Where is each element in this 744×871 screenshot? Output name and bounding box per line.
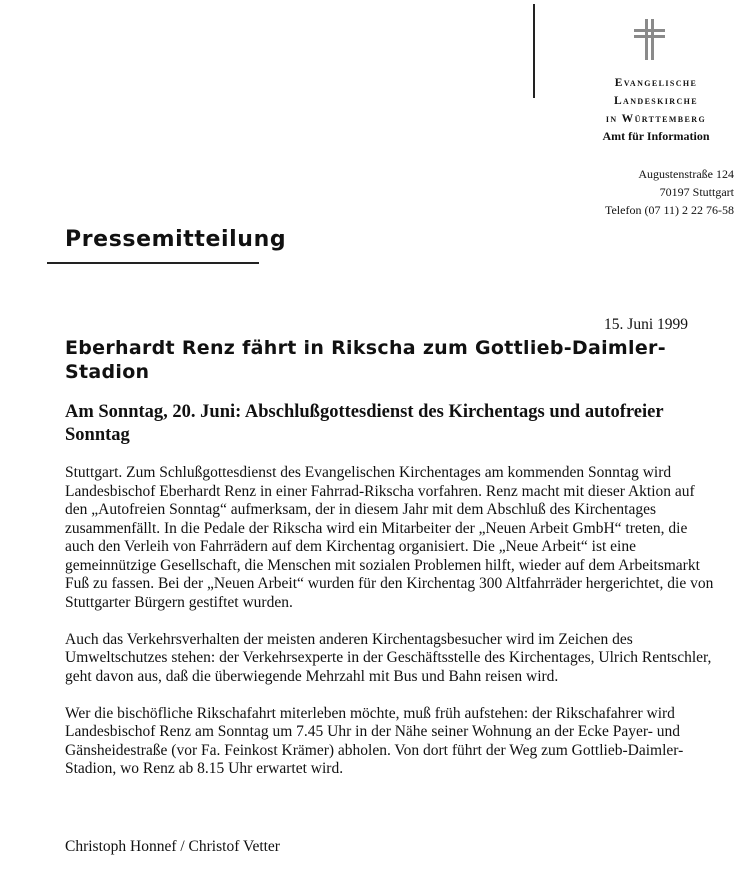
org-name-line-2: Landeskirche [613,95,699,107]
headline: Eberhardt Renz fährt in Rikscha zum Gottlieb-Daimler-Stadion [65,337,666,383]
paragraph-1: Stuttgart. Zum Schlußgottesdienst des Evangelischen Kirchentages am kommenden Sonntag wird Landesbischof Eberhardt Renz in einer Fahrrad-Rikscha vorfahren. Renz macht mit dieser Aktion auf den „Autofreien Sonntag“ aufmerksam, der in diesem Jahr mit dem Abschluß des Kirchentages zusammenfällt. In die Pedale der Rikscha wird ein Mitarbeiter der „Neuen Arbeit GmbH“ treten, die auch den Verleih von Fahrrädern auf dem Kirchentag organisiert. Die „Neue Arbeit“ ist eine gemeinnützige Gesellschaft, die Menschen mit sozialen Problemen hilft, wieder auf dem Arbeitsmarkt Fuß zu fassen. Bei der „Neuen Arbeit“ wurden für den Kirchentag 300 Altfahrräder hergerichtet, die von Stuttgarter Bürgern gestiftet wurden. [65,464,714,611]
department-name: Amt für Information [602,129,710,143]
phone-number: Telefon (07 11) 2 22 76-58 [604,203,734,217]
signature: Christoph Honnef / Christof Vetter [65,838,280,855]
subheadline: Am Sonntag, 20. Juni: Abschlußgottesdienst des Kirchentags und autofreier Sonntag [65,402,664,445]
organization-block [588,74,724,145]
header-divider [533,4,535,98]
address-block [560,165,734,219]
document-type-title: Pressemitteilung [65,227,287,252]
title-underline [47,262,259,264]
body-text [65,464,720,797]
org-name-line-3: in Württemberg [605,113,707,125]
city-address: 70197 Stuttgart [659,185,734,199]
org-name-line-1: Evangelische [614,77,698,89]
street-address: Augustenstraße 124 [638,167,734,181]
paragraph-3: Wer die bischöfliche Rikschafahrt miterleben möchte, muß früh aufstehen: der Rikschafahrer wird Landesbischof Renz am Sonntag um 7.45 Uhr in der Nähe seiner Wohnung an der Ecke Payer- und Gänsheidestraße (vor Fa. Feinkost Krämer) abholen. Von dort führt der Weg zum Gottlieb-Daimler-Stadion, wo Renz ab 8.15 Uhr erwartet wird. [65,704,684,777]
release-date: 15. Juni 1999 [604,316,688,333]
cross-logo-icon [634,19,665,60]
paragraph-2: Auch das Verkehrsverhalten der meisten anderen Kirchentagsbesucher wird im Zeichen des Umweltschutzes stehen: der Verkehrsexperte in der Geschäftsstelle des Kirchentages, Ulrich Rentschler, geht davon aus, daß die überwiegende Mehrzahl mit Bus und Bahn reisen wird. [65,630,712,685]
